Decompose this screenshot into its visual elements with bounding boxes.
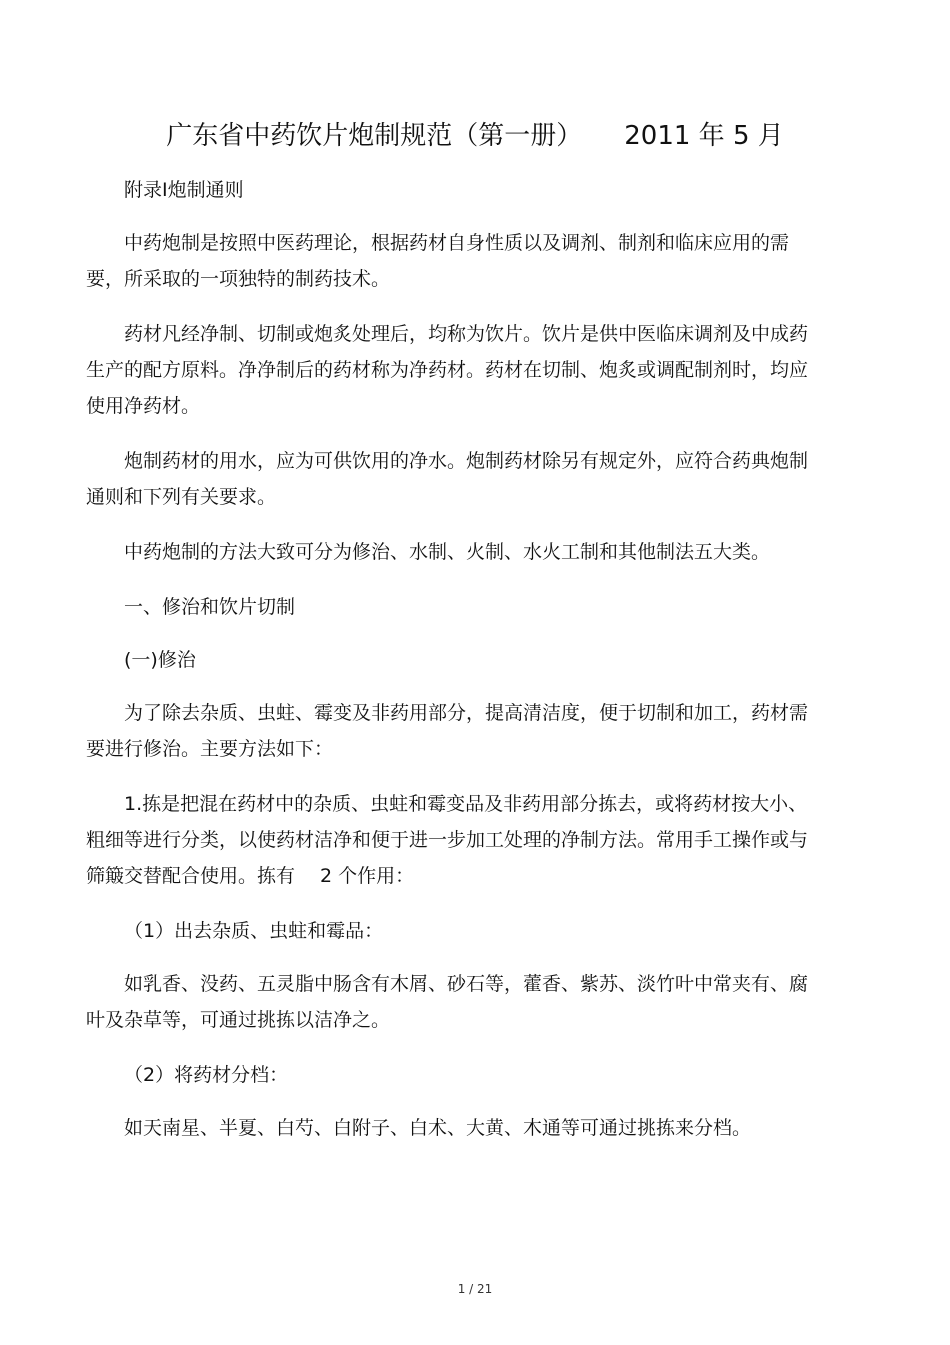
title-text: 广东省中药饮片炮制规范（第一册） — [166, 121, 583, 151]
list-item-heading: （2）将药材分档： — [124, 1064, 289, 1086]
document-title — [0, 118, 950, 154]
paragraph: 如乳香、没药、五灵脂中肠含有木屑、砂石等，藿香、紫苏、淡竹叶中常夹有、腐叶及杂草等，可通过挑拣以洁净之。 — [86, 973, 809, 1031]
list-item-heading: （1）出去杂质、虫蛀和霉品： — [124, 920, 384, 942]
paragraph: 为了除去杂质、虫蛀、霉变及非药用部分，提高清洁度，便于切制和加工，药材需要进行修治。主要方法如下： — [86, 702, 809, 760]
paragraph: 中药炮制的方法大致可分为修治、水制、火制、水火工制和其他制法五大类。 — [124, 541, 771, 563]
paragraph: 中药炮制是按照中医药理论，根据药材自身性质以及调剂、制剂和临床应用的需要，所采取的一项独特的制药技术。 — [86, 232, 790, 290]
paragraph: 附录Ⅰ炮制通则 — [124, 179, 244, 201]
paragraph: 1.拣是把混在药材中的杂质、虫蛀和霉变品及非药用部分拣去，或将药材按大小、粗细等进行分类，以使药材洁净和便于进一步加工处理的净制方法。常用手工操作或与筛簸交替配合使用。拣有 2 个作用： — [86, 793, 809, 887]
paragraph: 药材凡经净制、切制或炮炙处理后，均称为饮片。饮片是供中医临床调剂及中成药生产的配方原料。净净制后的药材称为净药材。药材在切制、炮炙或调配制剂时，均应使用净药材。 — [86, 323, 809, 417]
paragraph: 炮制药材的用水，应为可供饮用的净水。炮制药材除另有规定外，应符合药典炮制通则和下列有关要求。 — [86, 450, 809, 508]
paragraph: 如天南星、半夏、白芍、白附子、白术、大黄、木通等可通过挑拣来分档。 — [124, 1117, 752, 1139]
page-indicator: 1 / 21 — [457, 1282, 493, 1296]
title-date: 2011 年 5 月 — [624, 121, 784, 151]
document-body — [86, 172, 816, 1165]
section-heading: 一、修治和饮片切制 — [124, 596, 296, 618]
subsection-heading: (一)修治 — [124, 649, 196, 671]
